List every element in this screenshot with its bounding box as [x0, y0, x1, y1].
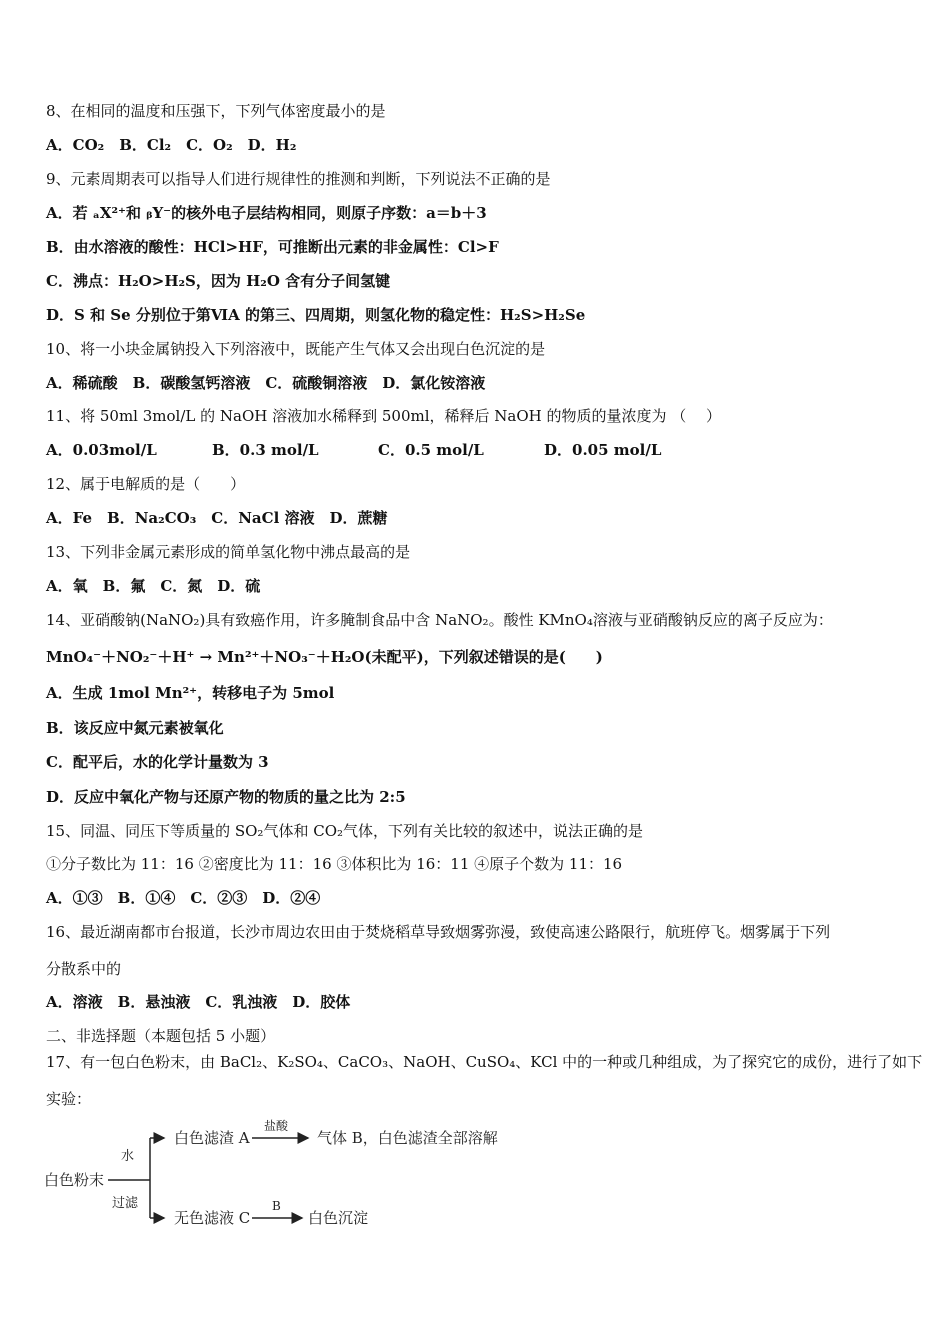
q8-stem: 8、在相同的温度和压强下，下列气体密度最小的是	[46, 102, 386, 120]
q14-option-a: A．生成 1mol Mn²⁺，转移电子为 5mol	[46, 684, 335, 702]
q14-stem: 14、亚硝酸钠(NaNO₂)具有致癌作用，许多腌制食品中含 NaNO₂。酸性 KMnO₄溶液与亚硝酸钠反应的离子反应为：	[46, 611, 833, 629]
q9-option-c: C．沸点：H₂O>H₂S，因为 H₂O 含有分子间氢键	[46, 272, 391, 290]
acid-label: 盐酸	[264, 1119, 289, 1133]
q13-options: A．氧 B．氟 C．氮 D．硫	[46, 577, 261, 595]
q14-option-b: B．该反应中氮元素被氧化	[46, 719, 224, 737]
q8-options: A．CO₂ B．Cl₂ C．O₂ D．H₂	[46, 136, 297, 154]
q17-stem-line1: 17、有一包白色粉末，由 BaCl₂、K₂SO₄、CaCO₃、NaOH、CuSO₄、KCl 中的一种或几种组成，为了探究它的成份，进行了如下	[46, 1053, 923, 1071]
q14-option-c: C．配平后，水的化学计量数为 3	[46, 753, 269, 771]
filtrate-label: 无色滤液 C	[174, 1209, 251, 1227]
q15-options: A．①③ B．①④ C．②③ D．②④	[46, 889, 321, 907]
water-label: 水	[121, 1149, 135, 1164]
q11-option-b: B．0.3 mol/L	[212, 441, 319, 459]
residue-label: 白色滤渣 A	[174, 1129, 250, 1147]
q16-stem-line1: 16、最近湖南都市台报道，长沙市周边农田由于焚烧稻草导致烟雾弥漫，致使高速公路限行，航班停飞。烟雾属于下列	[46, 923, 831, 941]
section-heading: 二、非选择题（本题包括 5 小题）	[46, 1027, 276, 1045]
q11-stem: 11、将 50ml 3mol/L 的 NaOH 溶液加水稀释到 500ml，稀释后 NaOH 的物质的量浓度为 （ ）	[46, 407, 722, 425]
q16-options: A．溶液 B．悬浊液 C．乳浊液 D．胶体	[46, 993, 351, 1011]
q15-stem: 15、同温、同压下等质量的 SO₂气体和 CO₂气体，下列有关比较的叙述中，说法正确的是	[46, 822, 644, 840]
q11-option-a: A．0.03mol/L	[46, 441, 157, 459]
filter-label: 过滤	[112, 1196, 139, 1211]
gas-label: 气体 B，白色滤渣全部溶解	[317, 1129, 498, 1147]
q12-options: A．Fe B．Na₂CO₃ C．NaCl 溶液 D．蔗糖	[46, 509, 388, 527]
q17-stem-line2: 实验：	[46, 1090, 92, 1108]
q9-option-b: B．由水溶液的酸性：HCl>HF，可推断出元素的非金属性：Cl>F	[46, 238, 499, 256]
q11-option-d: D．0.05 mol/L	[544, 441, 662, 459]
q15-items: ①分子数比为 11：16 ②密度比为 11：16 ③体积比为 16：11 ④原子个数为 11：16	[46, 855, 623, 873]
precipitate-label: 白色沉淀	[308, 1209, 369, 1227]
q12-stem: 12、属于电解质的是（ ）	[46, 475, 246, 493]
experiment-flow-diagram	[40, 1112, 520, 1242]
q14-option-d: D．反应中氧化产物与还原产物的物质的量之比为 2:5	[46, 788, 406, 806]
q9-option-a: A．若 ₐX²⁺和 ᵦY⁻的核外电子层结构相同，则原子序数：a＝b＋3	[46, 204, 487, 222]
q9-option-d: D．S 和 Se 分别位于第ⅥA 的第三、四周期，则氢化物的稳定性：H₂S>H₂Se	[46, 306, 586, 324]
q10-options: A．稀硫酸 B．碳酸氢钙溶液 C．硫酸铜溶液 D．氯化铵溶液	[46, 374, 486, 392]
reagent-b-label: B	[272, 1199, 281, 1213]
q11-option-c: C．0.5 mol/L	[378, 441, 484, 459]
q10-stem: 10、将一小块金属钠投入下列溶液中，既能产生气体又会出现白色沉淀的是	[46, 340, 546, 358]
q11-options	[46, 440, 910, 460]
q14-equation: MnO₄⁻＋NO₂⁻＋H⁺ → Mn²⁺＋NO₃⁻＋H₂O(未配平)，下列叙述错误的是( )	[46, 648, 603, 666]
q16-stem-line2: 分散系中的	[46, 960, 122, 978]
start-label: 白色粉末	[44, 1171, 105, 1189]
q9-stem: 9、元素周期表可以指导人们进行规律性的推测和判断，下列说法不正确的是	[46, 170, 551, 188]
q13-stem: 13、下列非金属元素形成的简单氢化物中沸点最高的是	[46, 543, 411, 561]
